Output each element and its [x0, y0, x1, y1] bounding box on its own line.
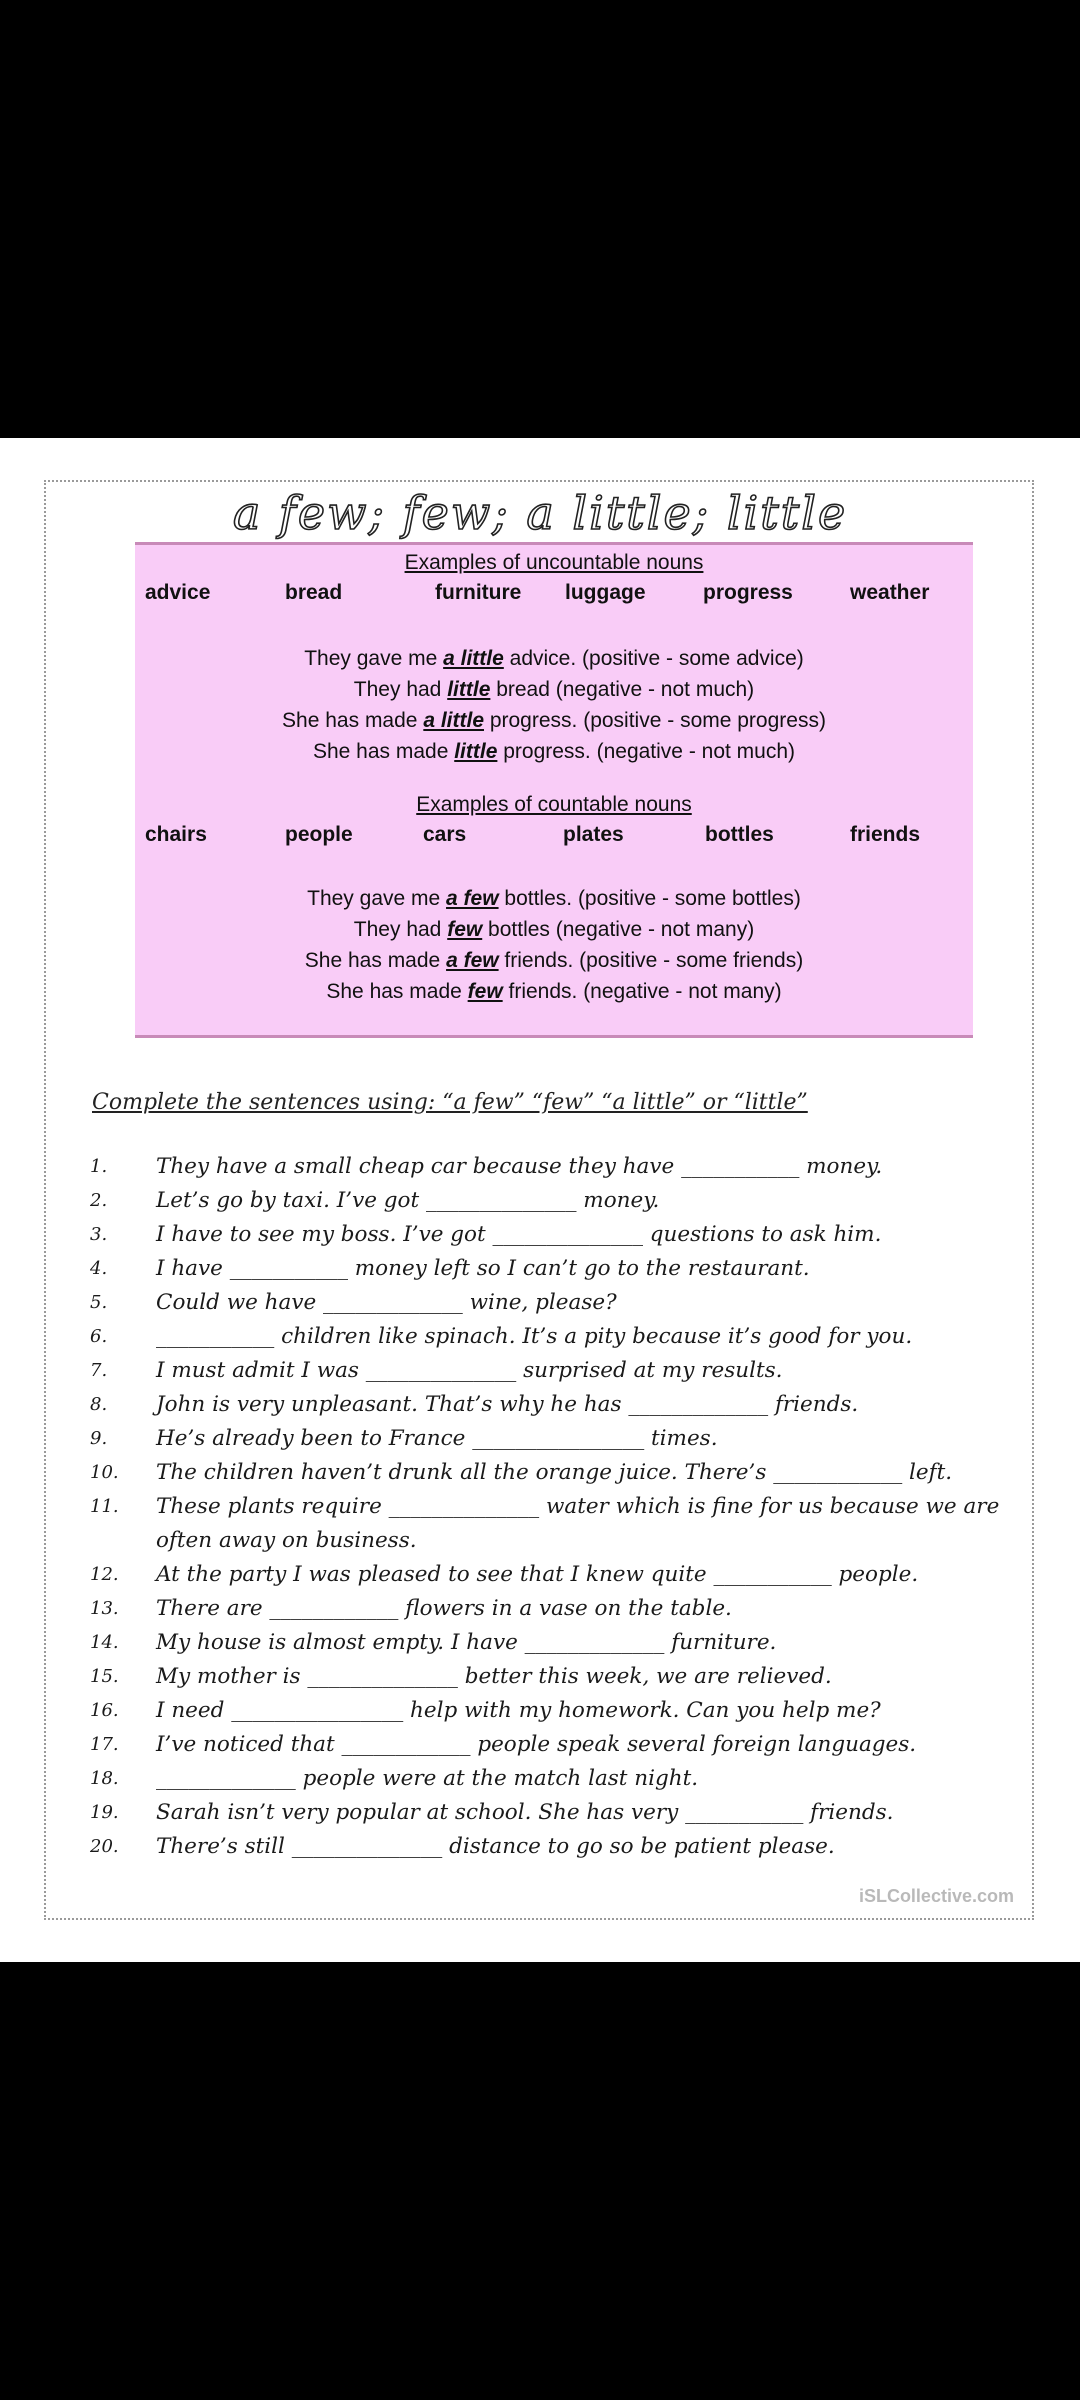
item-sentence: At the party I was pleased to see that I knew quite ___________ people.: [156, 1562, 919, 1587]
exercise-item: [90, 1830, 1010, 1864]
countable-nouns-row: [145, 823, 963, 853]
example-sentence: They gave me a little advice. (positive - some advice): [304, 647, 804, 670]
noun-word: cars: [423, 823, 467, 846]
example-sentence: She has made a little progress. (positive - some progress): [282, 709, 826, 732]
exercise-list: [90, 1150, 1010, 1864]
noun-word: advice: [145, 581, 211, 604]
item-number: 8.: [90, 1394, 108, 1415]
item-number: 3.: [90, 1224, 108, 1245]
exercise-item: [90, 1150, 1010, 1184]
uncountable-heading: Examples of uncountable nouns: [404, 551, 704, 574]
item-sentence: The children haven’t drunk all the orange juice. There’s ____________ left.: [156, 1460, 953, 1485]
example-sentence: They had little bread (negative - not much): [353, 678, 755, 701]
noun-word: bread: [285, 581, 343, 604]
example-sentence: They had few bottles (negative - not many): [353, 918, 755, 941]
item-sentence: I must admit I was ______________ surprised at my results.: [156, 1358, 783, 1383]
worksheet-page: [0, 438, 1080, 1962]
brand-watermark: iSLCollective.com: [858, 1886, 1014, 1906]
item-number: 11.: [90, 1496, 119, 1517]
example-sentence: She has made little progress. (negative - not much): [312, 740, 796, 763]
item-number: 15.: [90, 1666, 119, 1687]
exercise-item: [90, 1456, 1010, 1490]
exercise-item: [90, 1762, 1010, 1796]
item-sentence: I need ________________ help with my homework. Can you help me?: [156, 1698, 881, 1723]
item-sentence: ___________ children like spinach. It’s a pity because it’s good for you.: [156, 1324, 913, 1349]
noun-word: people: [285, 823, 353, 846]
noun-word: weather: [850, 581, 930, 604]
exercise-item: [90, 1660, 1010, 1694]
item-number: 19.: [90, 1802, 119, 1823]
exercise-item: [90, 1626, 1010, 1660]
item-number: 1.: [90, 1156, 108, 1177]
item-number: 2.: [90, 1190, 108, 1211]
countable-heading: Examples of countable nouns: [416, 793, 692, 816]
exercise-item: [90, 1252, 1010, 1286]
item-sentence: My house is almost empty. I have _____________ furniture.: [156, 1630, 777, 1655]
item-number: 4.: [90, 1258, 108, 1279]
exercise-item: [90, 1184, 1010, 1218]
uncountable-examples: [135, 643, 973, 767]
exercise-instruction: Complete the sentences using: “a few” “few” “a little” or “little”: [92, 1090, 808, 1115]
item-number: 10.: [90, 1462, 119, 1483]
item-sentence: They have a small cheap car because they have ___________ money.: [156, 1154, 883, 1179]
exercise-item: [90, 1490, 1010, 1558]
exercise-item: [90, 1558, 1010, 1592]
exercise-item: [90, 1796, 1010, 1830]
item-sentence: John is very unpleasant. That’s why he has _____________ friends.: [156, 1392, 859, 1417]
exercise-item: [90, 1422, 1010, 1456]
exercise-item: [90, 1320, 1010, 1354]
item-number: 14.: [90, 1632, 119, 1653]
noun-word: bottles: [705, 823, 774, 846]
item-sentence: I’ve noticed that ____________ people speak several foreign languages.: [156, 1732, 917, 1757]
item-number: 17.: [90, 1734, 119, 1755]
item-sentence: Could we have _____________ wine, please?: [156, 1290, 617, 1315]
noun-word: plates: [563, 823, 624, 846]
noun-word: furniture: [435, 581, 522, 604]
worksheet-title: a few; few; a little; little: [232, 486, 848, 540]
item-sentence: There’s still ______________ distance to go so be patient please.: [156, 1834, 835, 1859]
noun-word: chairs: [145, 823, 207, 846]
item-sentence: He’s already been to France ________________ times.: [156, 1426, 718, 1451]
exercise-item: [90, 1218, 1010, 1252]
item-number: 16.: [90, 1700, 119, 1721]
example-sentence: She has made few friends. (negative - not many): [326, 980, 782, 1003]
exercise-item: [90, 1592, 1010, 1626]
item-number: 20.: [90, 1836, 119, 1857]
item-sentence: My mother is ______________ better this week, we are relieved.: [156, 1664, 832, 1689]
item-number: 18.: [90, 1768, 119, 1789]
item-sentence: Sarah isn’t very popular at school. She has very ___________ friends.: [156, 1800, 894, 1825]
exercise-item: [90, 1694, 1010, 1728]
item-sentence: I have to see my boss. I’ve got ______________ questions to ask him.: [156, 1222, 882, 1247]
item-sentence: There are ____________ flowers in a vase on the table.: [156, 1596, 732, 1621]
item-number: 7.: [90, 1360, 108, 1381]
exercise-item: [90, 1388, 1010, 1422]
examples-box: [135, 542, 973, 1038]
item-sentence: _____________ people were at the match last night.: [156, 1766, 699, 1791]
uncountable-nouns-row: [145, 581, 963, 611]
noun-word: friends: [850, 823, 921, 846]
item-sentence: Let’s go by taxi. I’ve got ______________ money.: [156, 1188, 660, 1213]
item-sentence: I have ___________ money left so I can’t go to the restaurant.: [156, 1256, 810, 1281]
countable-examples: [135, 883, 973, 1007]
noun-word: luggage: [565, 581, 646, 604]
item-sentence: These plants require ______________ water which is fine for us because we are often away on business.: [156, 1494, 1000, 1553]
item-number: 9.: [90, 1428, 108, 1449]
item-number: 12.: [90, 1564, 119, 1585]
example-sentence: She has made a few friends. (positive - some friends): [304, 949, 804, 972]
example-sentence: They gave me a few bottles. (positive - some bottles): [307, 887, 801, 910]
item-number: 5.: [90, 1292, 108, 1313]
item-number: 6.: [90, 1326, 108, 1347]
exercise-item: [90, 1286, 1010, 1320]
exercise-item: [90, 1354, 1010, 1388]
noun-word: progress: [703, 581, 793, 604]
item-number: 13.: [90, 1598, 119, 1619]
exercise-item: [90, 1728, 1010, 1762]
